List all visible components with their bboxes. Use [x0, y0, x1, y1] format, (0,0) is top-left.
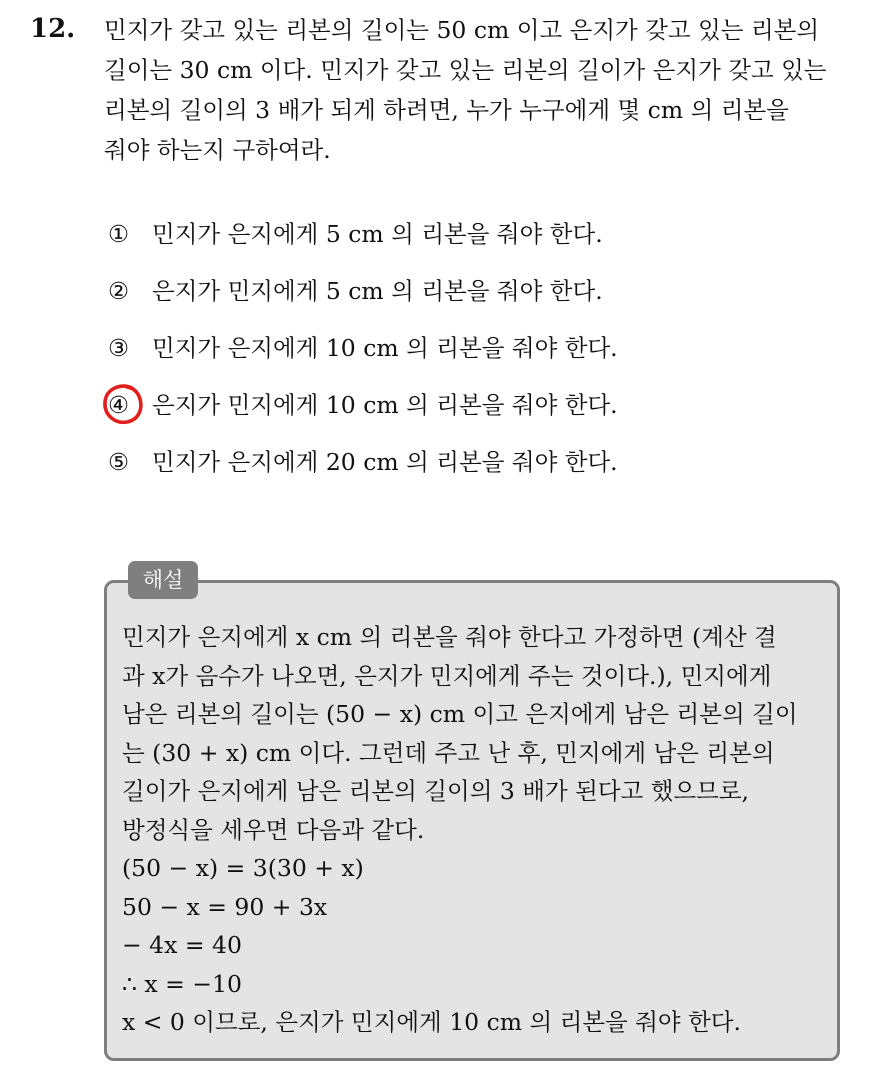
answer-circle-mark: [102, 382, 144, 426]
solution-line: 는 (30 + x) cm 이다. 그런데 주고 난 후, 민지에게 남은 리본의: [122, 738, 775, 767]
choice-5[interactable]: [108, 442, 618, 499]
choice-number: ⑤: [108, 448, 130, 476]
choice-list: [108, 214, 618, 499]
choice-text: 민지가 은지에게 20 cm 의 리본을 줘야 한다.: [152, 448, 618, 476]
choice-number: ③: [108, 334, 130, 362]
choice-text: 은지가 민지에게 10 cm 의 리본을 줘야 한다.: [152, 391, 618, 419]
choice-text: 민지가 은지에게 5 cm 의 리본을 줘야 한다.: [152, 220, 603, 248]
solution-line: 민지가 은지에게 x cm 의 리본을 줘야 한다고 가정하면 (계산 결: [122, 623, 777, 651]
choice-3[interactable]: [108, 328, 618, 385]
question-number: 12.: [30, 14, 76, 44]
equation-line: ∴ x = −10: [122, 969, 242, 998]
choice-number: ①: [108, 220, 130, 248]
solution-label: 해설: [128, 561, 198, 599]
question-line: 길이는 30 cm 이다. 민지가 갖고 있는 리본의 길이가 은지가 갖고 있는: [104, 56, 827, 84]
solution-line: 방정식을 세우면 다음과 같다.: [122, 815, 425, 844]
solution-text: [122, 617, 832, 1041]
solution-line: 길이가 은지에게 남은 리본의 길이의 3 배가 된다고 했으므로,: [122, 777, 750, 805]
choice-1[interactable]: [108, 214, 618, 271]
question-line: 민지가 갖고 있는 리본의 길이는 50 cm 이고 은지가 갖고 있는 리본의: [104, 16, 820, 44]
solution-line: 과 x가 음수가 나오면, 은지가 민지에게 주는 것이다.), 민지에게: [122, 661, 772, 690]
solution-line: 남은 리본의 길이는 (50 − x) cm 이고 은지에게 남은 리본의 길이: [122, 700, 798, 728]
equation-line: 50 − x = 90 + 3x: [122, 892, 328, 921]
question-line: 리본의 길이의 3 배가 되게 하려면, 누가 누구에게 몇 cm 의 리본을: [104, 96, 789, 124]
equation-line: (50 − x) = 3(30 + x): [122, 854, 364, 882]
choice-4[interactable]: [108, 385, 618, 442]
question-text: [104, 10, 864, 170]
choice-2[interactable]: [108, 271, 618, 328]
conclusion-line: x < 0 이므로, 은지가 민지에게 10 cm 의 리본을 줘야 한다.: [122, 1008, 741, 1036]
question-line: 줘야 하는지 구하여라.: [104, 136, 331, 164]
equation-line: − 4x = 40: [122, 931, 242, 959]
choice-number: ④: [108, 391, 130, 419]
choice-text: 민지가 은지에게 10 cm 의 리본을 줘야 한다.: [152, 334, 618, 362]
choice-text: 은지가 민지에게 5 cm 의 리본을 줘야 한다.: [152, 277, 603, 305]
choice-number: ②: [108, 277, 130, 305]
